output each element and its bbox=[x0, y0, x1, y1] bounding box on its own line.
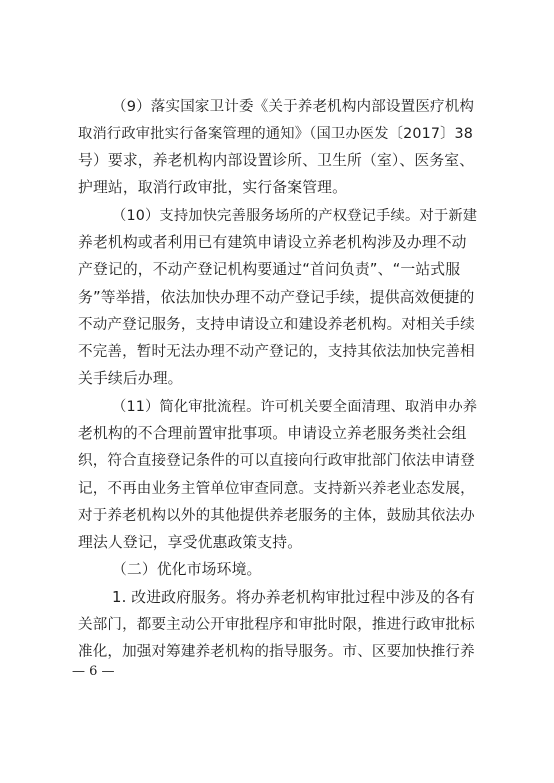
paragraph-10-line-6: 不完善，暂时无法办理不动产登记的，支持其依法加快完善相 bbox=[78, 343, 475, 360]
paragraph-10-line-4: 务”等举措，依法加快办理不动产登记手续，提供高效便捷的 bbox=[78, 289, 475, 306]
paragraph-10-line-2: 养老机构或者利用已有建筑申请设立养老机构涉及办理不动 bbox=[78, 234, 467, 251]
paragraph-10-line-3: 产登记的，不动产登记机构要通过“首问负责”、“一站式服 bbox=[78, 261, 461, 278]
page-number: — 6 — bbox=[72, 664, 115, 679]
paragraph-10-line-1: （10）支持加快完善服务场所的产权登记手续。对于新建 bbox=[112, 208, 478, 224]
paragraph-9-line-2: 取消行政审批实行备案管理的通知》（国卫办医发〔2017〕38 bbox=[78, 126, 474, 142]
paragraph-9-line-3: 号）要求，养老机构内部设置诊所、卫生所（室）、医务室、 bbox=[78, 152, 475, 169]
paragraph-11-line-2: 老机构的不合理前置审批事项。申请设立养老服务类社会组 bbox=[78, 425, 467, 442]
item-1-line-1: 1. 改进政府服务。将办养老机构审批过程中涉及的各有 bbox=[112, 589, 476, 606]
item-1-line-3: 准化，加强对筹建养老机构的指导服务。市、区要加快推行养 bbox=[78, 643, 475, 660]
paragraph-11-line-3: 织，符合直接登记条件的可以直接向行政审批部门依法申请登 bbox=[78, 452, 475, 469]
paragraph-10-line-7: 关手续后办理。 bbox=[78, 370, 183, 387]
paragraph-11-line-6: 理法人登记，享受优惠政策支持。 bbox=[78, 534, 303, 551]
paragraph-9-line-4: 护理站，取消行政审批，实行备案管理。 bbox=[78, 179, 348, 196]
paragraph-11-line-1: （11）简化审批流程。许可机关要全面清理、取消申办养 bbox=[112, 399, 478, 415]
section-heading-2: （二）优化市场环境。 bbox=[112, 561, 262, 578]
paragraph-11-line-4: 记，不再由业务主管单位审查同意。支持新兴养老业态发展， bbox=[78, 480, 475, 497]
paragraph-11-line-5: 对于养老机构以外的其他提供养老服务的主体，鼓励其依法办 bbox=[78, 507, 475, 524]
paragraph-10-line-5: 不动产登记服务，支持申请设立和建设养老机构。对相关手续 bbox=[78, 316, 475, 333]
paragraph-9-line-1: （9）落实国家卫计委《关于养老机构内部设置医疗机构 bbox=[112, 98, 475, 115]
item-1-line-2: 关部门，都要主动公开审批程序和审批时限，推进行政审批标 bbox=[78, 616, 475, 633]
